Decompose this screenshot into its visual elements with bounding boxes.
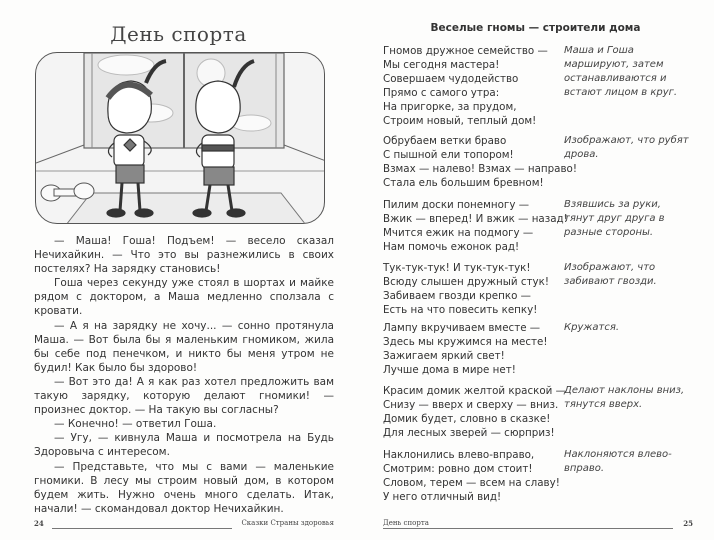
verse [383, 321, 558, 377]
verse-line: Совершаем чудодейство [383, 73, 519, 85]
verse-line: Зажигаем яркий свет! [383, 350, 505, 362]
page-footer [34, 519, 334, 531]
paragraph: — Вот это да! А я как раз хотел предложить вам такую зарядку, которую делают гномики! — произнес доктор. — На такую вы согласны? [34, 375, 334, 417]
paragraph: — Угу, — кивнула Маша и посмотрела на Будь Здоровыча с интересом. [34, 432, 334, 459]
verse [383, 384, 566, 440]
verse-line: Взмах — налево! Взмах — направо! [383, 163, 577, 175]
section-title: Веселые гномы — строители дома [430, 22, 641, 34]
verse-line: Мы сегодня мастера! [383, 59, 500, 71]
footer-rule [52, 528, 232, 529]
verse-line: Тук-тук-тук! И тук-тук-тук! [383, 262, 531, 274]
verse-line: Гномов дружное семейство — [383, 45, 548, 57]
verse-line: Всюду слышен дружный стук! [383, 276, 549, 288]
stage-direction: Наклоняются влево-вправо. [564, 449, 672, 474]
paragraph: Гоша через секунду уже стоял в шортах и майке рядом с доктором, а Маша медленно сползала с кровати. [34, 277, 334, 318]
verse-line: Для лесных зверей — сюрприз! [383, 427, 555, 439]
verse-line: Стала ель большим бревном! [383, 177, 544, 189]
verse-line: Забиваем гвозди крепко — [383, 290, 531, 302]
paragraph: — А я на зарядку не хочу... — сонно протянула Маша. — Вот была бы я маленьким гномиком, жила бы себе под пенечком, и никто бы меня утром не будил! Как было бы здорово! [34, 319, 334, 374]
stage-direction: Взявшись за руки, тянут друг друга в разные стороны. [564, 199, 665, 238]
verse-line: Пилим доски понемногу — [383, 199, 529, 211]
children-exercise-image [36, 53, 325, 224]
running-title: День спорта [383, 519, 429, 527]
verse-line: Лучше дома в мире нет! [383, 364, 516, 376]
footer-rule [383, 528, 673, 529]
verse-line: Мчится ежик на подмогу — [383, 227, 534, 239]
verse-line: У него отличный вид! [383, 491, 502, 503]
verse-line: Красим домик желтой краской — [383, 385, 566, 397]
paragraph: — Конечно! — ответил Гоша. [54, 418, 217, 431]
verse-line: Прямо с самого утра: [383, 87, 500, 99]
paragraph: — Представьте, что мы с вами — маленькие гномики. В лесу мы строим новый дом, в котором будем жить. Нужно очень много сделать. Итак, начали! — скомандовал доктор Нечихайкин. [34, 460, 334, 515]
running-title: Сказки Страны здоровья [241, 519, 334, 527]
verse [383, 134, 577, 190]
story-text [34, 234, 334, 516]
verse-line: Вжик — вперед! И вжик — назад! [383, 213, 568, 225]
verse [383, 198, 568, 254]
verse-line: Обрубаем ветки браво [383, 135, 507, 147]
verse-line: Строим новый, теплый дом! [383, 115, 537, 127]
illustration-children-exercising [35, 52, 325, 224]
stage-direction: Маша и Гоша маршируют, затем останавливаются и встают лицом в круг. [564, 45, 678, 98]
verse-line: На пригорке, за прудом, [383, 101, 517, 113]
verse-line: С пышной ели топором! [383, 149, 514, 161]
page-title: День спорта [110, 22, 247, 46]
verse-line: Лампу вкручиваем вместе — [383, 322, 541, 334]
verse-line: Словом, терем — всем на славу! [383, 477, 560, 489]
stage-direction: Кружатся. [564, 322, 620, 333]
stage-direction: Изображают, что забивают гвозди. [564, 262, 657, 287]
verse-line: Здесь мы кружимся на месте! [383, 336, 548, 348]
verse-line: Снизу — вверх и сверху — вниз. [383, 399, 559, 411]
right-page [357, 0, 714, 540]
page-number: 24 [34, 519, 44, 528]
paragraph: — Маша! Гоша! Подъем! — весело сказал Нечихайкин. — Что это вы разнежились в своих постелях? На зарядку становись! [34, 235, 334, 276]
verse-line: Смотрим: ровно дом стоит! [383, 463, 533, 475]
verse-line: Есть на что повесить кепку! [383, 304, 538, 316]
page-footer [383, 519, 693, 531]
verse [383, 448, 558, 504]
stage-direction: Изображают, что рубят дрова. [564, 135, 689, 160]
page-number: 25 [683, 519, 693, 528]
stage-direction: Делают наклоны вниз, тянутся вверх. [564, 385, 685, 410]
verse-line: Домик будет, словно в сказке! [383, 413, 551, 425]
verse-line: Нам помочь ежонок рад! [383, 241, 520, 253]
verse-line: Наклонились влево-вправо, [383, 449, 535, 461]
verse [383, 44, 558, 128]
verse [383, 261, 558, 317]
